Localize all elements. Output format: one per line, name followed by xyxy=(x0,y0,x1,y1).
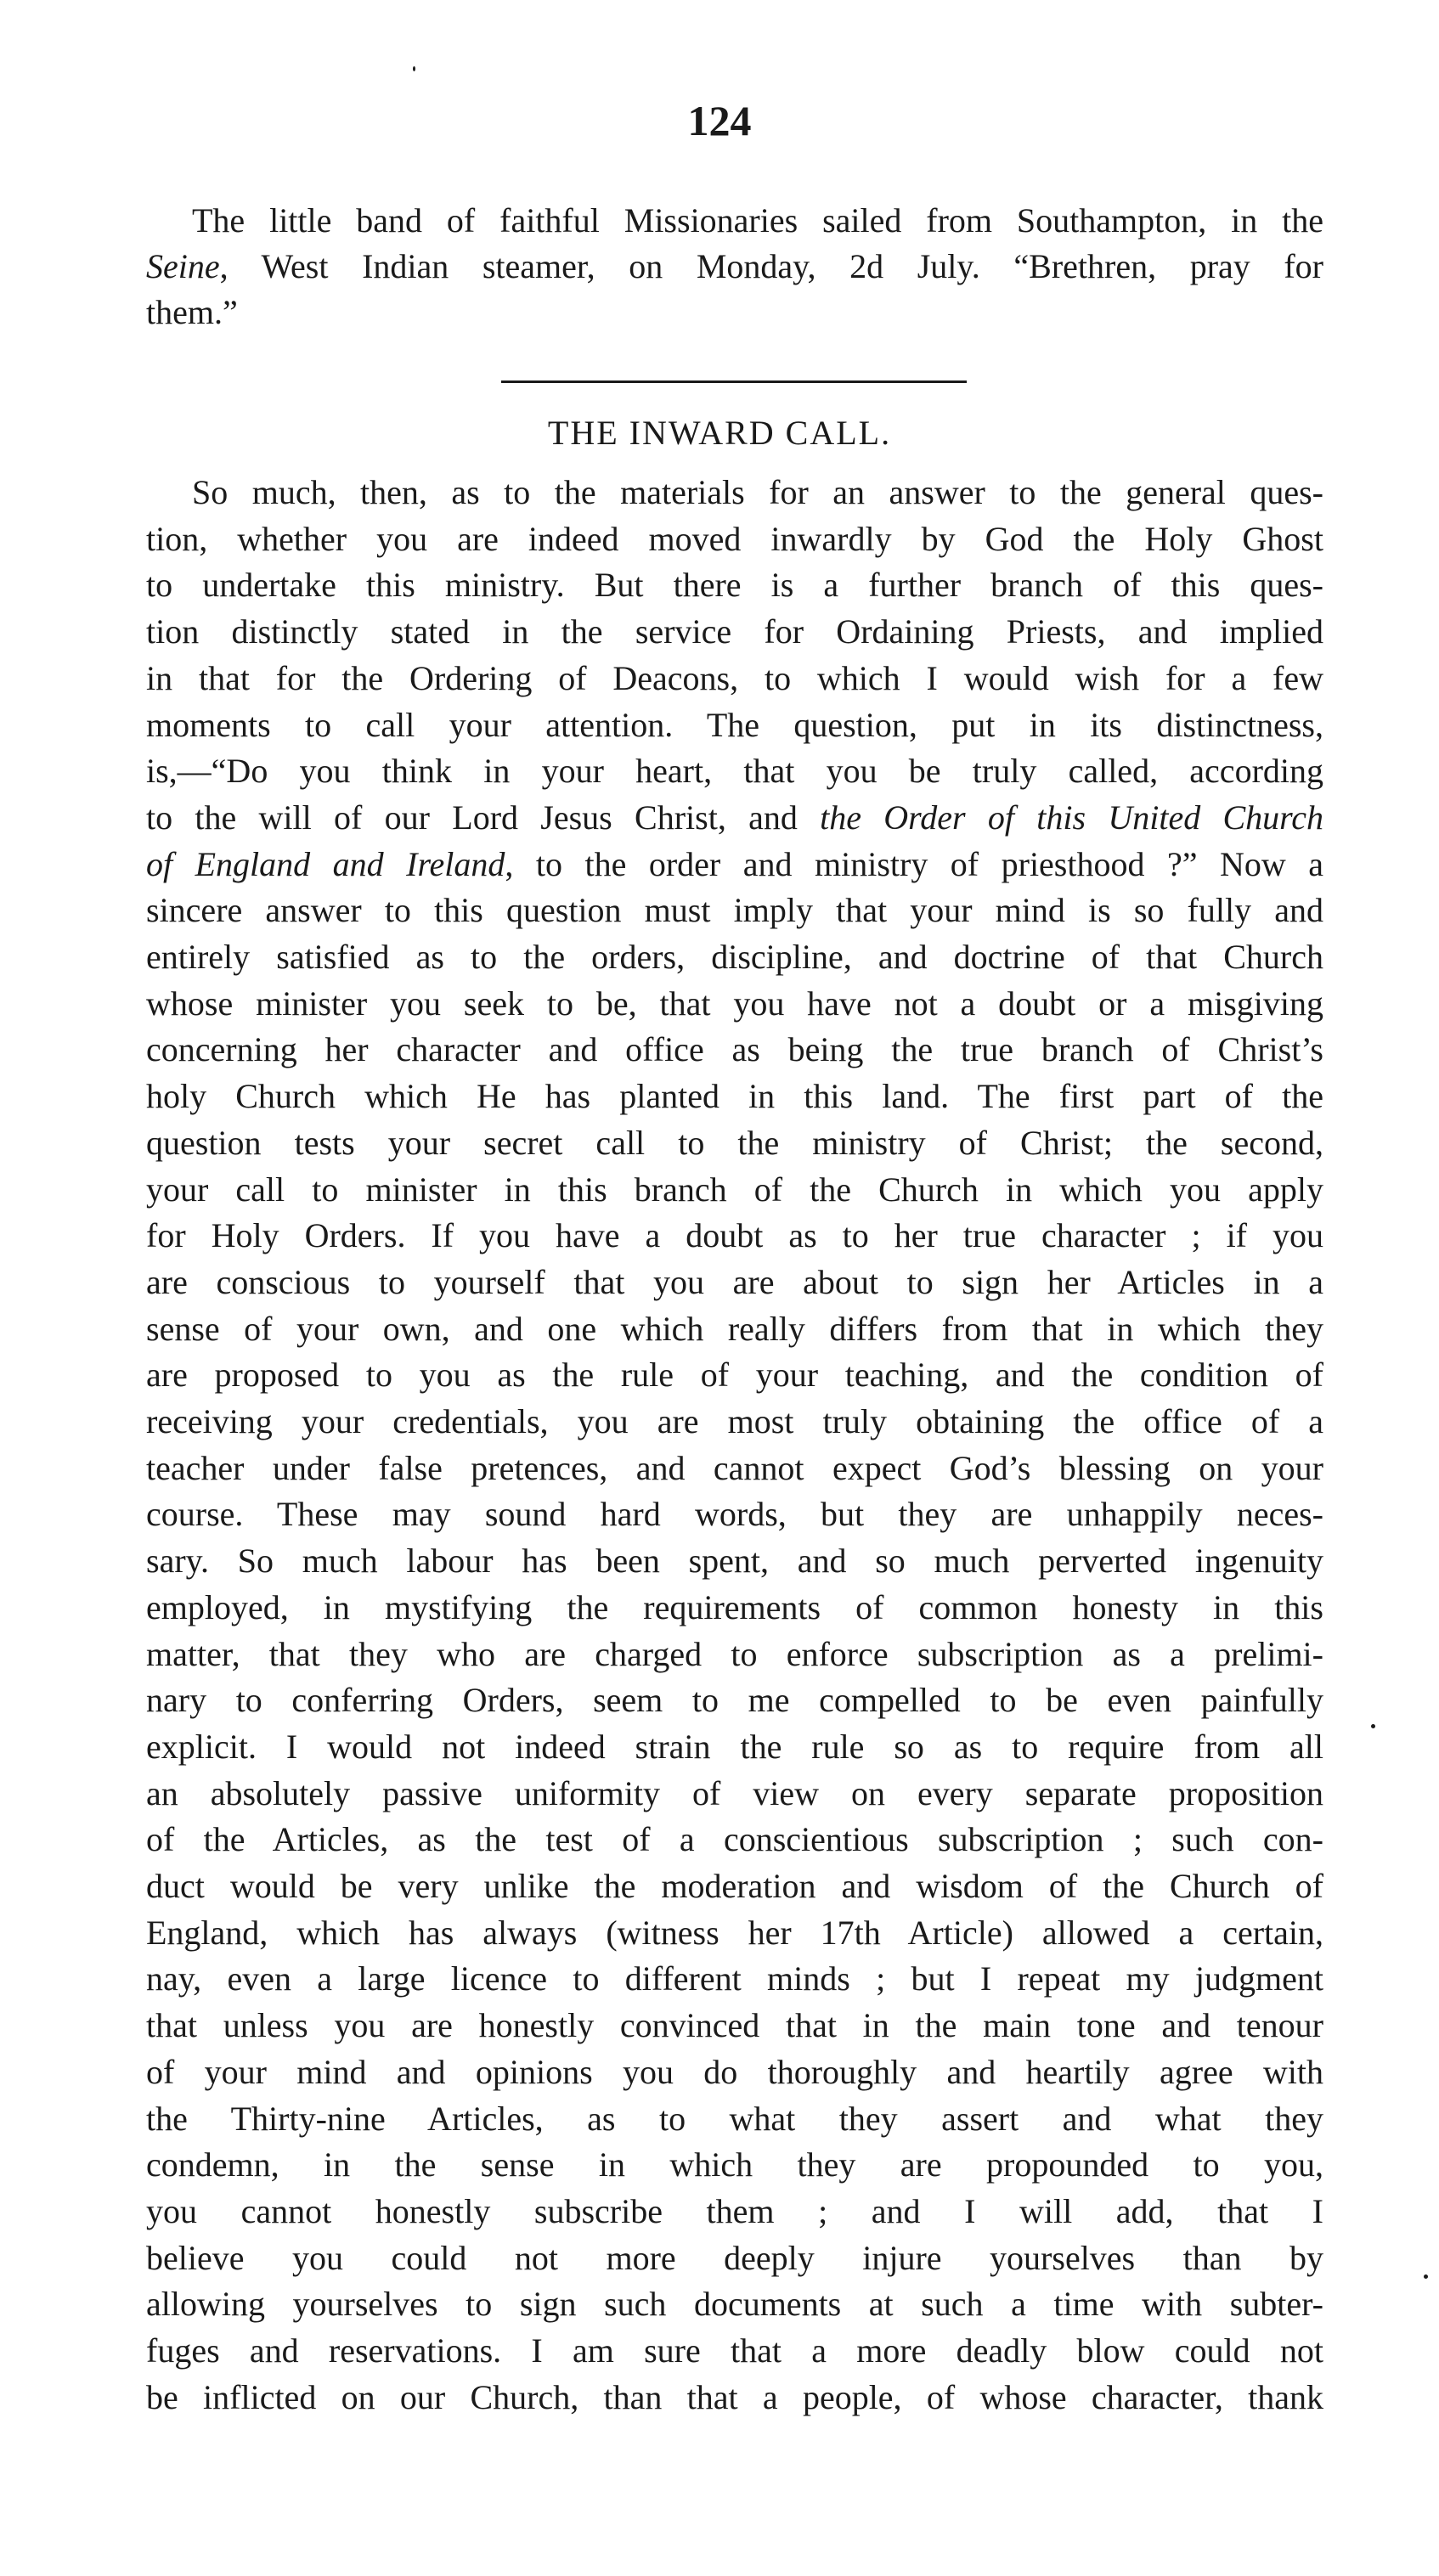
scan-speck xyxy=(1371,1724,1375,1728)
intro-line: Seine, West Indian steamer, on Monday, 2d July. “Brethren, pray for xyxy=(146,247,1323,285)
body-line: allowing yourselves to sign such documents at such a time with subter- xyxy=(146,2285,1323,2323)
body-line: an absolutely passive uniformity of view on every separate proposition xyxy=(146,1774,1323,1812)
body-line: concerning her character and office as being the true branch of Christ’s xyxy=(146,1030,1323,1068)
body-line: is,—“Do you think in your heart, that you be truly called, according xyxy=(146,752,1323,790)
body-line: duct would be very unlike the moderation and wisdom of the Church of xyxy=(146,1867,1323,1905)
body-line: employed, in mystifying the requirements of common honesty in this xyxy=(146,1588,1323,1626)
body-line: condemn, in the sense in which they are propounded to you, xyxy=(146,2145,1323,2184)
body-line: nay, even a large licence to different minds ; but I repeat my judgment xyxy=(146,1959,1323,1998)
body-line: teacher under false pretences, and cannot expect God’s blessing on your xyxy=(146,1449,1323,1487)
body-line: in that for the Ordering of Deacons, to which I would wish for a few xyxy=(146,659,1323,697)
body-line: receiving your credentials, you are most truly obtaining the office of a xyxy=(146,1402,1323,1440)
body-line: sary. So much labour has been spent, and so much perverted ingenuity xyxy=(146,1542,1323,1580)
body-line: So much, then, as to the materials for an answer to the general ques- xyxy=(192,473,1323,511)
body-line: whose minister you seek to be, that you have not a doubt or a misgiving xyxy=(146,984,1323,1023)
body-line: entirely satisfied as to the orders, discipline, and doctrine of that Church xyxy=(146,938,1323,976)
body-line: sense of your own, and one which really differs from that in which they xyxy=(146,1310,1323,1348)
body-line: to the will of our Lord Jesus Christ, and the Order of this United Church xyxy=(146,798,1323,837)
body-line: tion distinctly stated in the service for Ordaining Priests, and implied xyxy=(146,612,1323,651)
body-line: course. These may sound hard words, but they are unhappily neces- xyxy=(146,1495,1323,1533)
body-line: fuges and reservations. I am sure that a more deadly blow could not xyxy=(146,2331,1323,2370)
body-line: your call to minister in this branch of the Church in which you apply xyxy=(146,1170,1323,1209)
intro-line: The little band of faithful Missionaries sailed from Southampton, in the xyxy=(192,201,1323,240)
body-line: to undertake this ministry. But there is a further branch of this ques- xyxy=(146,566,1323,604)
section-divider xyxy=(501,380,967,383)
body-line: believe you could not more deeply injure yourselves than by xyxy=(146,2239,1323,2277)
page-number: 124 xyxy=(687,97,752,144)
body-line: explicit. I would not indeed strain the rule so as to require from all xyxy=(146,1728,1323,1766)
body-line: moments to call your attention. The question, put in its distinctness, xyxy=(146,706,1323,744)
body-line: of England and Ireland, to the order and ministry of priesthood ?” Now a xyxy=(146,845,1323,883)
intro-line: them.” xyxy=(146,293,238,331)
body-line: of your mind and opinions you do thoroughly and heartily agree with xyxy=(146,2053,1323,2091)
body-line: tion, whether you are indeed moved inwardly by God the Holy Ghost xyxy=(146,520,1323,558)
body-line: question tests your secret call to the ministry of Christ; the second, xyxy=(146,1124,1323,1162)
body-line: for Holy Orders. If you have a doubt as to her true character ; if you xyxy=(146,1216,1323,1254)
body-line: nary to conferring Orders, seem to me compelled to be even painfully xyxy=(146,1681,1323,1719)
body-line: matter, that they who are charged to enforce subscription as a prelimi- xyxy=(146,1635,1323,1673)
body-line: England, which has always (witness her 17th Article) allowed a certain, xyxy=(146,1914,1323,1952)
body-line: are conscious to yourself that you are about to sign her Articles in a xyxy=(146,1263,1323,1301)
body-line: be inflicted on our Church, than that a people, of whose character, thank xyxy=(146,2378,1323,2416)
body-line: sincere answer to this question must imply that your mind is so fully and xyxy=(146,891,1323,929)
body-line: holy Church which He has planted in this land. The first part of the xyxy=(146,1077,1323,1115)
body-line: the Thirty-nine Articles, as to what they assert and what they xyxy=(146,2100,1323,2138)
scan-speck xyxy=(1424,2274,1428,2279)
scan-speck xyxy=(413,66,415,71)
body-line: you cannot honestly subscribe them ; and I will add, that I xyxy=(146,2192,1323,2230)
section-heading: THE INWARD CALL. xyxy=(547,414,892,452)
body-line: that unless you are honestly convinced that in the main tone and tenour xyxy=(146,2006,1323,2044)
body-line: are proposed to you as the rule of your teaching, and the condition of xyxy=(146,1356,1323,1394)
body-line: of the Articles, as the test of a conscientious subscription ; such con- xyxy=(146,1820,1323,1858)
